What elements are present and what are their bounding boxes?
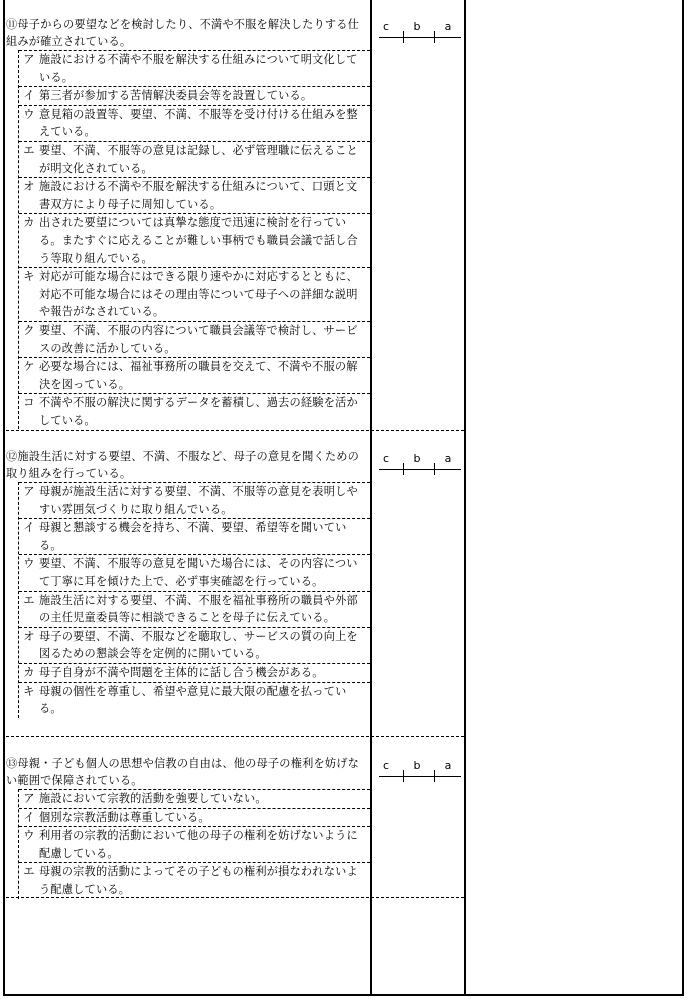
section-divider — [6, 736, 464, 737]
item-mark: ウ — [23, 107, 35, 121]
item-mark: イ — [23, 89, 35, 103]
rating-label-c[interactable]: c — [382, 20, 390, 33]
list-item — [19, 267, 370, 321]
item-text: 母子自身が不満や問題を主体的に話し合う機会がある。 — [39, 665, 324, 679]
item-text: 対応が可能な場合にはできる限り速やかに対応するとともに、対応不可能な場合にはその理由等について母子への詳細な説明や報告がなされている。 — [39, 270, 358, 319]
list-item — [19, 86, 370, 105]
list-item — [19, 321, 370, 357]
column-divider-notes — [464, 0, 466, 996]
item-text: 母親が施設生活に対する要望、不満、不服等の意見を表明しやすい雰囲気づくりに取り組んでいる。 — [39, 485, 358, 516]
list-item — [19, 627, 370, 663]
item-list — [18, 482, 370, 718]
list-item — [19, 213, 370, 267]
list-item — [19, 482, 370, 518]
section-heading: ⑫施設生活に対する要望、不満、不服など、母子の意見を聞くための取り組みを行っている。 — [6, 450, 360, 480]
rating-scale[interactable] — [379, 20, 461, 44]
item-text: 必要な場合には、福祉事務所の職員を交えて、不満や不服の解決を図っている。 — [39, 360, 358, 391]
item-mark: オ — [23, 629, 35, 643]
item-mark: ア — [23, 53, 35, 66]
item-mark: ア — [23, 792, 35, 805]
item-mark: エ — [23, 865, 35, 879]
rating-label-a[interactable]: a — [444, 759, 452, 772]
item-text: 施設における不満や不服を解決する仕組みについて明文化している。 — [39, 53, 358, 84]
rating-baseline — [379, 469, 461, 470]
item-mark: ケ — [23, 360, 35, 374]
list-item — [19, 357, 370, 393]
rating-label-b[interactable]: b — [413, 20, 421, 33]
list-item — [19, 826, 370, 862]
item-mark: ウ — [23, 829, 35, 843]
item-mark: カ — [23, 216, 35, 230]
list-item — [19, 177, 370, 213]
item-mark: イ — [23, 810, 35, 824]
item-mark: イ — [23, 521, 35, 535]
list-item — [19, 554, 370, 590]
item-mark: キ — [23, 270, 35, 284]
rating-scale[interactable] — [379, 759, 461, 783]
rating-label-a[interactable]: a — [444, 20, 452, 33]
item-text: 要望、不満、不服の内容について職員会議等で検討し、サービスの改善に活かしている。 — [39, 323, 358, 355]
item-text: 出された要望については真摯な態度で迅速に検討を行っている。またすぐに応えることが難しい事柄でも職員会議で話し合う等取り組んでいる。 — [39, 216, 358, 265]
rating-tick — [403, 770, 404, 782]
list-item — [19, 591, 370, 627]
item-text: 不満や不服の解決に関するデータを蓄積し、過去の経験を活かしている。 — [39, 396, 358, 427]
list-item — [19, 663, 370, 682]
section-11 — [6, 16, 370, 429]
item-text: 要望、不満、不服等の意見は記録し、必ず管理職に伝えることが明文化されている。 — [39, 143, 358, 175]
item-text: 母親の宗教的活動によってその子どもの権利が損なわれないよう配慮している。 — [39, 865, 358, 896]
item-mark: エ — [23, 143, 35, 157]
list-item — [19, 105, 370, 141]
section-divider — [6, 430, 464, 431]
rating-baseline — [379, 776, 461, 777]
rating-label-c[interactable]: c — [382, 452, 390, 465]
item-mark: カ — [23, 665, 35, 679]
rating-tick — [403, 31, 404, 43]
rating-tick — [434, 463, 435, 475]
list-item — [19, 682, 370, 718]
item-text: 意見箱の設置等、要望、不満、不服等を受け付ける仕組みを整えている。 — [39, 107, 358, 139]
section-13 — [6, 755, 370, 899]
item-text: 施設において宗教的活動を強要していない。 — [39, 792, 267, 805]
rating-tick — [434, 31, 435, 43]
item-mark: エ — [23, 593, 35, 607]
item-list — [18, 789, 370, 899]
item-text: 施設における不満や不服を解決する仕組みについて、口頭と文書双方により母子に周知している。 — [39, 180, 358, 211]
list-item — [19, 862, 370, 898]
list-item — [19, 808, 370, 827]
item-mark: キ — [23, 684, 35, 698]
section-heading: ⑬母親・子ども個人の思想や信教の自由は、他の母子の権利を妨げない範囲で保障されている。 — [6, 757, 360, 787]
column-divider-rating — [370, 0, 372, 996]
item-mark: ク — [23, 323, 35, 337]
list-item — [19, 141, 370, 177]
list-item — [19, 393, 370, 429]
item-text: 母親と懇談する機会を持ち、不満、要望、希望等を聞いている。 — [39, 521, 347, 552]
rating-label-b[interactable]: b — [413, 452, 421, 465]
rating-baseline — [379, 37, 461, 38]
list-item — [19, 50, 370, 86]
item-mark: コ — [23, 396, 35, 410]
item-list — [18, 50, 370, 429]
rating-scale[interactable] — [379, 452, 461, 476]
section-12 — [6, 448, 370, 718]
rating-label-a[interactable]: a — [444, 452, 452, 465]
item-text: 施設生活に対する要望、不満、不服を福祉事務所の職員や外部の主任児童委員等に相談できることを母子に伝えている。 — [39, 593, 358, 625]
section-divider — [6, 897, 464, 898]
item-text: 個別な宗教活動は尊重している。 — [39, 810, 210, 824]
item-text: 要望、不満、不服等の意見を聞いた場合には、その内容について丁寧に耳を傾けた上で、必ず事実確認を行っている。 — [39, 557, 358, 588]
item-mark: ウ — [23, 557, 35, 571]
rating-tick — [434, 770, 435, 782]
item-text: 第三者が参加する苦情解決委員会等を設置している。 — [39, 89, 313, 103]
item-text: 母子の要望、不満、不服などを聴取し、サービスの質の向上を図るための懇談会等を定例的に開いている。 — [39, 629, 358, 661]
rating-label-c[interactable]: c — [382, 759, 390, 772]
rating-label-b[interactable]: b — [413, 759, 421, 772]
item-text: 母親の個性を尊重し、希望や意見に最大限の配慮を払っている。 — [39, 684, 347, 716]
rating-tick — [403, 463, 404, 475]
list-item — [19, 789, 370, 808]
item-mark: ア — [23, 485, 35, 498]
item-text: 利用者の宗教的活動において他の母子の権利を妨げないように配慮している。 — [39, 829, 358, 860]
section-heading: ⑪母子からの要望などを検討したり、不満や不服を解決したりする仕組みが確立されている。 — [6, 18, 360, 48]
list-item — [19, 518, 370, 554]
item-mark: オ — [23, 180, 35, 194]
